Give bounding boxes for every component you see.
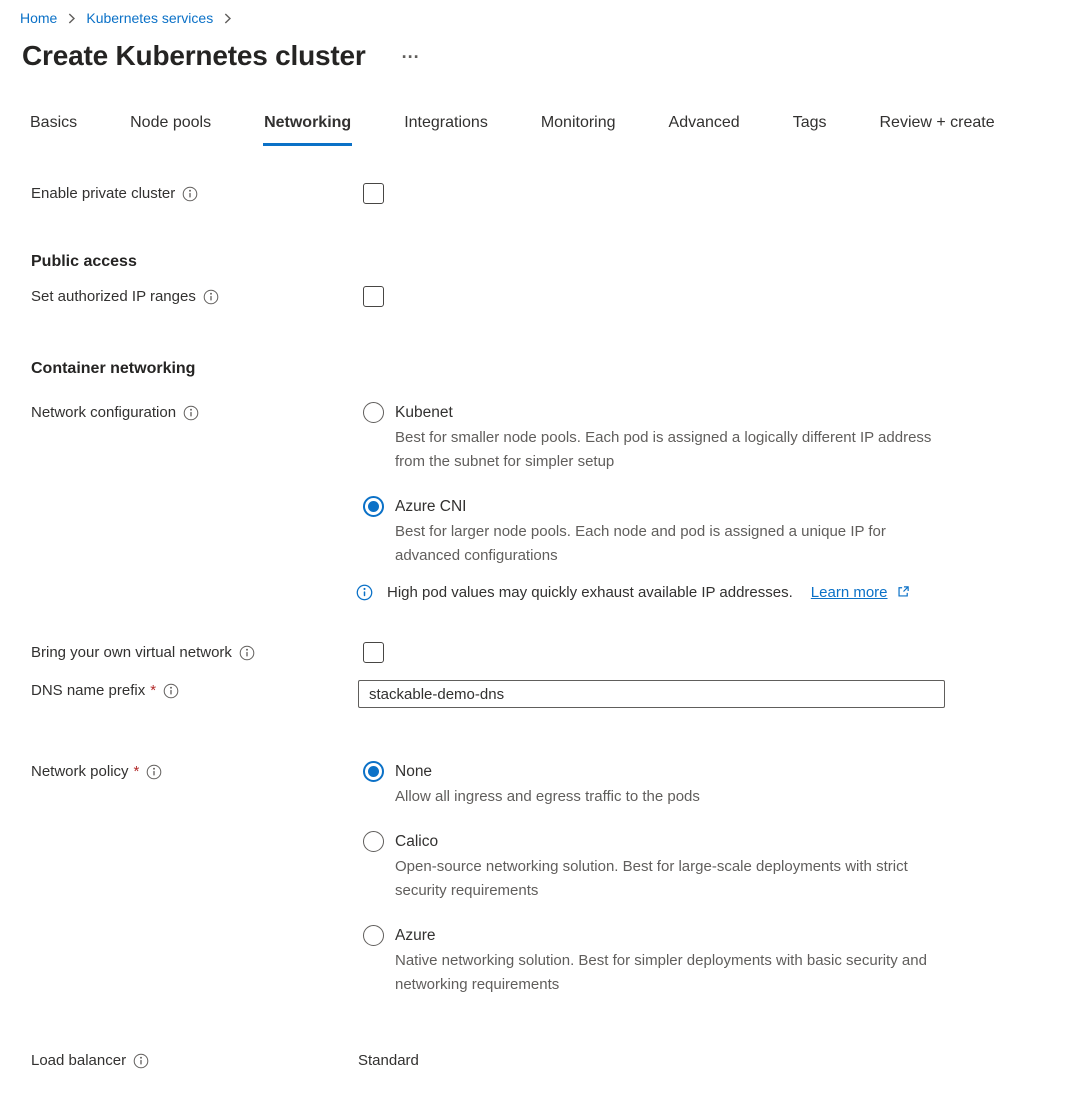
calico-policy-radio[interactable] bbox=[363, 831, 384, 852]
load-balancer-value: Standard bbox=[358, 1052, 419, 1069]
bring-your-own-vnet-row bbox=[31, 642, 1089, 663]
breadcrumb-home[interactable]: Home bbox=[20, 10, 58, 26]
info-icon[interactable] bbox=[146, 764, 162, 780]
azure-policy-radio[interactable] bbox=[363, 925, 384, 946]
info-icon bbox=[356, 584, 373, 601]
kubenet-radio[interactable] bbox=[363, 402, 384, 423]
radio-option-azure-policy bbox=[363, 925, 940, 997]
azure-cni-radio[interactable] bbox=[363, 496, 384, 517]
ip-exhaustion-info-banner bbox=[356, 584, 940, 601]
calico-policy-description: Open-source networking solution. Best for large-scale deployments with strict security requirements bbox=[395, 858, 908, 899]
radio-option-azure-cni bbox=[363, 496, 940, 568]
none-policy-radio[interactable] bbox=[363, 761, 384, 782]
tab-tags[interactable]: Tags bbox=[792, 114, 828, 146]
load-balancer-label: Load balancer bbox=[31, 1052, 127, 1069]
tab-networking[interactable]: Networking bbox=[263, 114, 352, 146]
network-policy-row bbox=[31, 761, 1089, 997]
set-authorized-ip-ranges-row bbox=[31, 286, 1089, 307]
breadcrumb bbox=[0, 0, 1089, 26]
info-banner-message: High pod values may quickly exhaust available IP addresses. bbox=[387, 584, 793, 601]
more-options-button[interactable]: ... bbox=[401, 42, 420, 62]
tab-advanced[interactable]: Advanced bbox=[668, 114, 741, 146]
enable-private-cluster-row bbox=[31, 183, 1089, 204]
none-policy-radio-label[interactable]: None bbox=[395, 762, 433, 780]
azure-policy-description: Native networking solution. Best for simpler deployments with basic security and networking requirements bbox=[395, 952, 927, 993]
set-authorized-ip-ranges-checkbox[interactable] bbox=[363, 286, 384, 307]
external-link-icon bbox=[897, 585, 910, 598]
tab-basics[interactable]: Basics bbox=[29, 114, 78, 146]
radio-option-kubenet bbox=[363, 402, 940, 474]
required-asterisk: * bbox=[133, 763, 140, 780]
set-authorized-ip-ranges-label: Set authorized IP ranges bbox=[31, 288, 196, 305]
radio-option-none bbox=[363, 761, 940, 809]
info-icon[interactable] bbox=[203, 289, 219, 305]
learn-more-link[interactable]: Learn more bbox=[810, 584, 888, 601]
network-configuration-radio-group bbox=[358, 402, 940, 568]
info-icon[interactable] bbox=[133, 1053, 149, 1069]
enable-private-cluster-checkbox[interactable] bbox=[363, 183, 384, 204]
tab-monitoring[interactable]: Monitoring bbox=[540, 114, 617, 146]
none-policy-description: Allow all ingress and egress traffic to the pods bbox=[395, 788, 700, 805]
network-policy-radio-group bbox=[358, 761, 940, 997]
kubenet-radio-description: Best for smaller node pools. Each pod is assigned a logically different IP address from the subnet for simpler setup bbox=[395, 429, 932, 470]
public-access-heading: Public access bbox=[31, 253, 137, 270]
network-configuration-label: Network configuration bbox=[31, 404, 177, 421]
enable-private-cluster-label: Enable private cluster bbox=[31, 185, 176, 202]
chevron-right-icon bbox=[65, 12, 78, 25]
container-networking-heading: Container networking bbox=[31, 360, 196, 377]
bring-your-own-vnet-checkbox[interactable] bbox=[363, 642, 384, 663]
tab-node-pools[interactable]: Node pools bbox=[129, 114, 212, 146]
tab-integrations[interactable]: Integrations bbox=[403, 114, 489, 146]
dns-name-prefix-input[interactable] bbox=[358, 680, 945, 708]
bring-your-own-vnet-label: Bring your own virtual network bbox=[31, 644, 232, 661]
chevron-right-icon bbox=[221, 12, 234, 25]
azure-cni-radio-description: Best for larger node pools. Each node and pod is assigned a unique IP for advanced configurations bbox=[395, 523, 886, 564]
info-icon[interactable] bbox=[182, 186, 198, 202]
tab-review-create[interactable]: Review + create bbox=[878, 114, 995, 146]
info-icon[interactable] bbox=[239, 645, 255, 661]
azure-cni-radio-label[interactable]: Azure CNI bbox=[395, 497, 467, 515]
breadcrumb-kubernetes-services[interactable]: Kubernetes services bbox=[86, 10, 214, 26]
wizard-tabs bbox=[29, 114, 1089, 146]
network-configuration-row bbox=[31, 402, 1089, 601]
azure-policy-radio-label[interactable]: Azure bbox=[395, 926, 436, 944]
dns-name-prefix-row bbox=[31, 680, 1089, 708]
page-title: Create Kubernetes cluster bbox=[22, 40, 366, 71]
dns-name-prefix-label: DNS name prefix bbox=[31, 682, 146, 699]
required-asterisk: * bbox=[150, 682, 157, 699]
info-icon[interactable] bbox=[163, 683, 179, 699]
info-icon[interactable] bbox=[183, 405, 199, 421]
load-balancer-row bbox=[31, 1050, 1089, 1069]
calico-policy-radio-label[interactable]: Calico bbox=[395, 832, 439, 850]
kubenet-radio-label[interactable]: Kubenet bbox=[395, 403, 453, 421]
page-header bbox=[22, 40, 1089, 72]
network-policy-label: Network policy bbox=[31, 763, 129, 780]
radio-option-calico bbox=[363, 831, 940, 903]
